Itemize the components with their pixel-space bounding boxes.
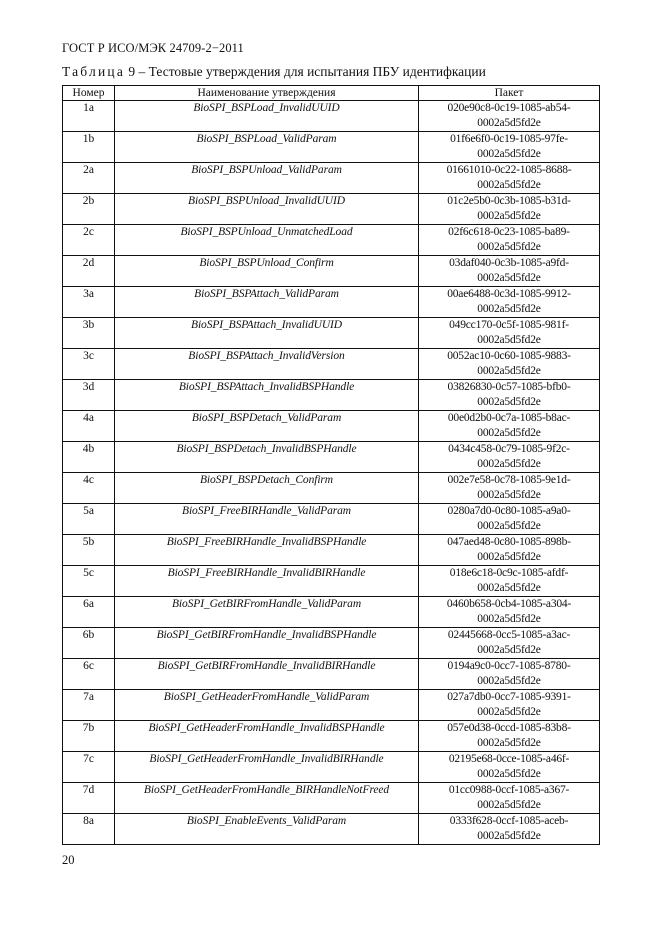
packet-id-line-2: 0002a5d5fd2e xyxy=(477,396,541,408)
assertion-name: BioSPI_BSPLoad_ValidParam xyxy=(115,132,419,163)
assertion-name: BioSPI_BSPDetach_ValidParam xyxy=(115,411,419,442)
packet-id-line-1: 027a7db0-0cc7-1085-9391- xyxy=(447,691,571,703)
packet-id-line-2: 0002a5d5fd2e xyxy=(477,427,541,439)
packet-id xyxy=(419,132,600,163)
packet-id-line-2: 0002a5d5fd2e xyxy=(477,830,541,842)
packet-id-line-1: 0434c458-0c79-1085-9f2c- xyxy=(448,443,570,455)
packet-id-line-1: 01c2e5b0-0c3b-1085-b31d- xyxy=(447,195,571,207)
packet-id-line-2: 0002a5d5fd2e xyxy=(477,644,541,656)
packet-id xyxy=(419,504,600,535)
document-header: ГОСТ Р ИСО/МЭК 24709-2−2011 xyxy=(62,41,244,55)
assertion-name: BioSPI_BSPAttach_InvalidBSPHandle xyxy=(115,380,419,411)
table-row xyxy=(63,380,600,411)
packet-id xyxy=(419,473,600,504)
row-number: 5c xyxy=(63,566,115,597)
packet-id-line-1: 047aed48-0c80-1085-898b- xyxy=(447,536,571,548)
assertion-name: BioSPI_GetHeaderFromHandle_ValidParam xyxy=(115,690,419,721)
packet-id xyxy=(419,163,600,194)
packet-id-line-2: 0002a5d5fd2e xyxy=(477,303,541,315)
table-row xyxy=(63,659,600,690)
packet-id-line-1: 0194a9c0-0cc7-1085-8780- xyxy=(447,660,571,672)
assertion-name: BioSPI_BSPAttach_ValidParam xyxy=(115,287,419,318)
table-row xyxy=(63,163,600,194)
packet-id-line-1: 01661010-0c22-1085-8688- xyxy=(446,164,572,176)
packet-id-line-1: 02445668-0cc5-1085-a3ac- xyxy=(447,629,571,641)
assertion-name: BioSPI_FreeBIRHandle_InvalidBSPHandle xyxy=(115,535,419,566)
packet-id xyxy=(419,721,600,752)
packet-id-line-2: 0002a5d5fd2e xyxy=(477,179,541,191)
row-number: 7d xyxy=(63,783,115,814)
table-caption xyxy=(62,64,486,80)
packet-id-line-1: 0460b658-0cb4-1085-a304- xyxy=(446,598,572,610)
assertion-name: BioSPI_GetHeaderFromHandle_InvalidBIRHandle xyxy=(115,752,419,783)
assertion-name: BioSPI_GetHeaderFromHandle_BIRHandleNotFreed xyxy=(115,783,419,814)
table-row xyxy=(63,504,600,535)
packet-id xyxy=(419,566,600,597)
packet-id-line-2: 0002a5d5fd2e xyxy=(477,582,541,594)
table-row xyxy=(63,318,600,349)
packet-id xyxy=(419,411,600,442)
row-number: 7a xyxy=(63,690,115,721)
packet-id-line-2: 0002a5d5fd2e xyxy=(477,613,541,625)
assertion-name: BioSPI_BSPUnload_InvalidUUID xyxy=(115,194,419,225)
row-number: 3a xyxy=(63,287,115,318)
packet-id xyxy=(419,349,600,380)
assertion-name: BioSPI_GetBIRFromHandle_InvalidBSPHandle xyxy=(115,628,419,659)
packet-id-line-1: 0333f628-0ccf-1085-aceb- xyxy=(449,815,569,827)
packet-id-line-1: 020e90c8-0c19-1085-ab54- xyxy=(447,102,571,114)
packet-id-line-2: 0002a5d5fd2e xyxy=(477,675,541,687)
packet-id-line-2: 0002a5d5fd2e xyxy=(477,737,541,749)
row-number: 1a xyxy=(63,101,115,132)
row-number: 4b xyxy=(63,442,115,473)
assertion-name: BioSPI_GetBIRFromHandle_InvalidBIRHandle xyxy=(115,659,419,690)
packet-id xyxy=(419,752,600,783)
packet-id-line-1: 002e7e58-0c78-1085-9e1d- xyxy=(447,474,571,486)
table-row xyxy=(63,473,600,504)
packet-id-line-2: 0002a5d5fd2e xyxy=(477,799,541,811)
packet-id-line-2: 0002a5d5fd2e xyxy=(477,241,541,253)
packet-id-line-1: 01cc0988-0ccf-1085-a367- xyxy=(448,784,570,796)
packet-id-line-1: 0280a7d0-0c80-1085-a9a0- xyxy=(447,505,571,517)
packet-id-line-2: 0002a5d5fd2e xyxy=(477,117,541,129)
assertion-name: BioSPI_FreeBIRHandle_ValidParam xyxy=(115,504,419,535)
table-row xyxy=(63,194,600,225)
packet-id xyxy=(419,814,600,845)
assertion-name: BioSPI_BSPAttach_InvalidVersion xyxy=(115,349,419,380)
column-header-packet: Пакет xyxy=(419,86,600,101)
table-body xyxy=(63,101,600,845)
table-header-row xyxy=(63,86,600,101)
packet-id-line-1: 00e0d2b0-0c7a-1085-b8ac- xyxy=(447,412,571,424)
packet-id-line-1: 03826830-0c57-1085-bfb0- xyxy=(447,381,571,393)
table-caption-text: 9 – Тестовые утверждения для испытания ПБУ идентифкации xyxy=(125,64,486,79)
packet-id-line-2: 0002a5d5fd2e xyxy=(477,551,541,563)
assertion-name: BioSPI_BSPUnload_ValidParam xyxy=(115,163,419,194)
packet-id-line-1: 02f6c618-0c23-1085-ba89- xyxy=(448,226,570,238)
packet-id-line-1: 057e0d38-0ccd-1085-83b8- xyxy=(447,722,571,734)
assertion-name: BioSPI_BSPDetach_InvalidBSPHandle xyxy=(115,442,419,473)
row-number: 6b xyxy=(63,628,115,659)
assertion-name: BioSPI_BSPAttach_InvalidUUID xyxy=(115,318,419,349)
table-row xyxy=(63,752,600,783)
row-number: 5b xyxy=(63,535,115,566)
row-number: 4a xyxy=(63,411,115,442)
packet-id xyxy=(419,101,600,132)
row-number: 7b xyxy=(63,721,115,752)
row-number: 4c xyxy=(63,473,115,504)
assertion-name: BioSPI_FreeBIRHandle_InvalidBIRHandle xyxy=(115,566,419,597)
packet-id-line-2: 0002a5d5fd2e xyxy=(477,365,541,377)
packet-id-line-2: 0002a5d5fd2e xyxy=(477,489,541,501)
row-number: 7c xyxy=(63,752,115,783)
column-header-number: Номер xyxy=(63,86,115,101)
packet-id xyxy=(419,628,600,659)
packet-id-line-1: 00ae6488-0c3d-1085-9912- xyxy=(447,288,571,300)
assertion-name: BioSPI_BSPDetach_Confirm xyxy=(115,473,419,504)
table-row xyxy=(63,225,600,256)
table-row xyxy=(63,628,600,659)
row-number: 8a xyxy=(63,814,115,845)
packet-id-line-1: 049cc170-0c5f-1085-981f- xyxy=(449,319,569,331)
row-number: 3b xyxy=(63,318,115,349)
packet-id xyxy=(419,225,600,256)
packet-id-line-2: 0002a5d5fd2e xyxy=(477,148,541,160)
assertion-name: BioSPI_GetBIRFromHandle_ValidParam xyxy=(115,597,419,628)
packet-id-line-1: 0052ac10-0c60-1085-9883- xyxy=(447,350,571,362)
packet-id-line-2: 0002a5d5fd2e xyxy=(477,520,541,532)
packet-id xyxy=(419,783,600,814)
packet-id-line-2: 0002a5d5fd2e xyxy=(477,272,541,284)
table-row xyxy=(63,566,600,597)
packet-id xyxy=(419,535,600,566)
row-number: 3c xyxy=(63,349,115,380)
packet-id xyxy=(419,380,600,411)
assertion-name: BioSPI_BSPLoad_InvalidUUID xyxy=(115,101,419,132)
row-number: 6c xyxy=(63,659,115,690)
table-caption-label: Таблица xyxy=(62,64,126,79)
assertions-table xyxy=(62,85,600,845)
table-row xyxy=(63,349,600,380)
table-row xyxy=(63,442,600,473)
packet-id xyxy=(419,287,600,318)
assertion-name: BioSPI_BSPUnload_UnmatchedLoad xyxy=(115,225,419,256)
row-number: 3d xyxy=(63,380,115,411)
packet-id-line-1: 03daf040-0c3b-1085-a9fd- xyxy=(449,257,569,269)
table-row xyxy=(63,256,600,287)
packet-id-line-2: 0002a5d5fd2e xyxy=(477,210,541,222)
table-row xyxy=(63,411,600,442)
packet-id xyxy=(419,659,600,690)
table-row xyxy=(63,783,600,814)
row-number: 2a xyxy=(63,163,115,194)
packet-id xyxy=(419,318,600,349)
row-number: 2c xyxy=(63,225,115,256)
packet-id-line-1: 018e6c18-0c9c-1085-afdf- xyxy=(449,567,569,579)
table-row xyxy=(63,814,600,845)
packet-id xyxy=(419,194,600,225)
row-number: 2b xyxy=(63,194,115,225)
table-row xyxy=(63,132,600,163)
column-header-assertion-name: Наименование утверждения xyxy=(115,86,419,101)
packet-id-line-2: 0002a5d5fd2e xyxy=(477,768,541,780)
packet-id-line-1: 02195e68-0cce-1085-a46f- xyxy=(448,753,570,765)
packet-id xyxy=(419,690,600,721)
table-row xyxy=(63,690,600,721)
packet-id-line-2: 0002a5d5fd2e xyxy=(477,334,541,346)
assertion-name: BioSPI_EnableEvents_ValidParam xyxy=(115,814,419,845)
table-row xyxy=(63,535,600,566)
page-number: 20 xyxy=(62,853,75,867)
row-number: 2d xyxy=(63,256,115,287)
table-row xyxy=(63,597,600,628)
table-row xyxy=(63,287,600,318)
table-row xyxy=(63,721,600,752)
row-number: 1b xyxy=(63,132,115,163)
table-row xyxy=(63,101,600,132)
row-number: 6a xyxy=(63,597,115,628)
packet-id xyxy=(419,256,600,287)
packet-id-line-1: 01f6e6f0-0c19-1085-97fe- xyxy=(450,133,568,145)
assertion-name: BioSPI_BSPUnload_Confirm xyxy=(115,256,419,287)
packet-id xyxy=(419,597,600,628)
packet-id-line-2: 0002a5d5fd2e xyxy=(477,458,541,470)
row-number: 5a xyxy=(63,504,115,535)
assertion-name: BioSPI_GetHeaderFromHandle_InvalidBSPHandle xyxy=(115,721,419,752)
packet-id-line-2: 0002a5d5fd2e xyxy=(477,706,541,718)
packet-id xyxy=(419,442,600,473)
